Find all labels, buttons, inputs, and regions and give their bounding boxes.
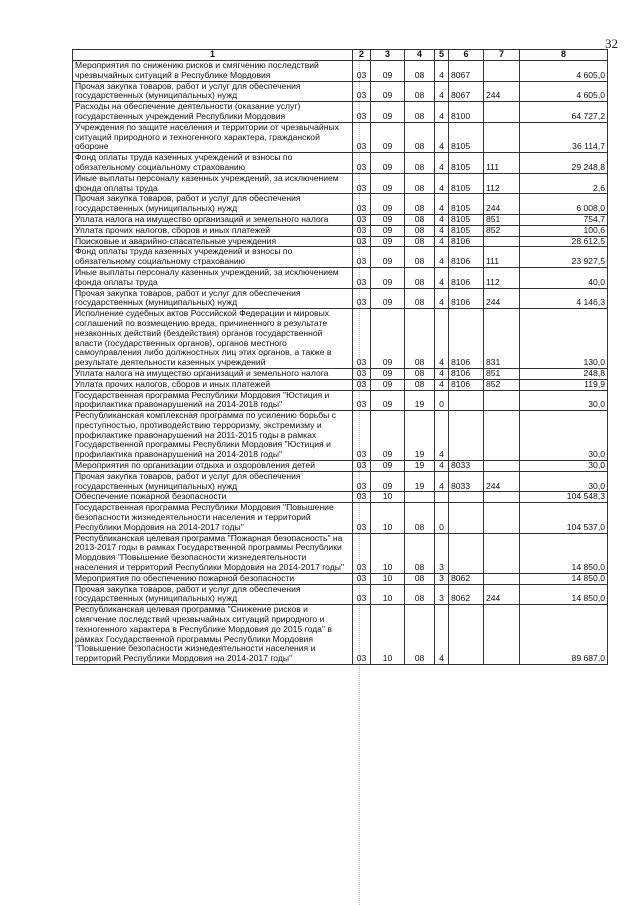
cell-item: 8106 <box>449 267 484 288</box>
row-description: Мероприятия по снижению рисков и смягчению последствий чрезвычайных ситуаций в Республике Мордовия <box>73 61 353 82</box>
row-description: Государственная программа Республики Мордовия "Повышение безопасности жизнедеятельности населения и территорий Республики Мордовия на 2014-2017 годы" <box>73 503 353 533</box>
table-row <box>73 584 608 605</box>
table-row <box>73 390 608 411</box>
table-row <box>73 173 608 194</box>
row-description: Прочая закупка товаров, работ и услуг для обеспечения государственных (муниципальных) нужд <box>73 81 353 102</box>
cell-subsection: 09 <box>371 214 405 225</box>
cell-program: 08 <box>405 194 435 215</box>
table-row <box>73 503 608 533</box>
table-row <box>73 61 608 82</box>
table-row <box>73 225 608 236</box>
cell-subprogram: 4 <box>435 236 449 247</box>
cell-subprogram: 4 <box>435 288 449 309</box>
cell-item: 8105 <box>449 194 484 215</box>
cell-program: 08 <box>405 288 435 309</box>
row-description: Обеспечение пожарной безопасности <box>73 492 353 503</box>
table-row <box>73 471 608 492</box>
cell-item: 8105 <box>449 153 484 174</box>
cell-expense-type <box>484 492 520 503</box>
table-row <box>73 573 608 584</box>
cell-section: 03 <box>353 605 371 665</box>
cell-item: 8067 <box>449 61 484 82</box>
column-header-8: 8 <box>520 50 608 61</box>
cell-expense-type <box>484 236 520 247</box>
cell-item: 8033 <box>449 471 484 492</box>
table-row <box>73 102 608 123</box>
table-row <box>73 214 608 225</box>
cell-program: 08 <box>405 533 435 573</box>
cell-section: 03 <box>353 368 371 379</box>
cell-item: 8105 <box>449 225 484 236</box>
cell-item: 8062 <box>449 584 484 605</box>
cell-item <box>449 492 484 503</box>
cell-program: 08 <box>405 247 435 268</box>
cell-item: 8062 <box>449 573 484 584</box>
cell-item: 8067 <box>449 81 484 102</box>
cell-amount: 89 687,0 <box>520 605 608 665</box>
cell-section: 03 <box>353 247 371 268</box>
cell-subsection: 10 <box>371 533 405 573</box>
cell-subprogram: 3 <box>435 573 449 584</box>
cell-subsection: 09 <box>371 247 405 268</box>
cell-expense-type: 244 <box>484 194 520 215</box>
cell-subsection: 09 <box>371 102 405 123</box>
cell-expense-type <box>484 122 520 152</box>
row-description: Поисковые и аварийно-спасательные учреждения <box>73 236 353 247</box>
cell-subsection: 10 <box>371 605 405 665</box>
cell-subsection: 10 <box>371 492 405 503</box>
cell-section: 03 <box>353 214 371 225</box>
cell-subprogram: 3 <box>435 584 449 605</box>
cell-item <box>449 533 484 573</box>
cell-subsection: 09 <box>371 368 405 379</box>
cell-section: 03 <box>353 573 371 584</box>
cell-program <box>405 492 435 503</box>
cell-subsection: 09 <box>371 390 405 411</box>
cell-subsection: 10 <box>371 503 405 533</box>
table-row <box>73 379 608 390</box>
cell-amount: 23 927,5 <box>520 247 608 268</box>
cell-expense-type: 852 <box>484 225 520 236</box>
cell-item: 8105 <box>449 122 484 152</box>
table-row <box>73 194 608 215</box>
cell-expense-type: 112 <box>484 267 520 288</box>
cell-subsection: 09 <box>371 122 405 152</box>
column-header-6: 6 <box>449 50 484 61</box>
cell-amount: 14 850,0 <box>520 573 608 584</box>
cell-expense-type: 831 <box>484 309 520 369</box>
column-header-3: 3 <box>371 50 405 61</box>
cell-program: 08 <box>405 267 435 288</box>
cell-program: 08 <box>405 122 435 152</box>
cell-subprogram: 4 <box>435 309 449 369</box>
cell-section: 03 <box>353 471 371 492</box>
table-row <box>73 288 608 309</box>
cell-amount: 14 850,0 <box>520 584 608 605</box>
cell-amount: 6 008,0 <box>520 194 608 215</box>
cell-subprogram: 4 <box>435 194 449 215</box>
cell-section: 03 <box>353 379 371 390</box>
cell-section: 03 <box>353 390 371 411</box>
cell-section: 03 <box>353 225 371 236</box>
table-row <box>73 411 608 461</box>
cell-subprogram: 4 <box>435 267 449 288</box>
cell-subprogram: 4 <box>435 368 449 379</box>
cell-expense-type <box>484 503 520 533</box>
cell-subsection: 09 <box>371 288 405 309</box>
page-number: 32 <box>605 36 618 51</box>
cell-program: 19 <box>405 461 435 472</box>
cell-subsection: 09 <box>371 267 405 288</box>
cell-program: 08 <box>405 573 435 584</box>
cell-program: 08 <box>405 379 435 390</box>
cell-program: 19 <box>405 411 435 461</box>
cell-item: 8105 <box>449 214 484 225</box>
cell-subprogram: 4 <box>435 461 449 472</box>
cell-amount: 36 114,7 <box>520 122 608 152</box>
cell-expense-type: 111 <box>484 153 520 174</box>
cell-item <box>449 605 484 665</box>
column-header-2: 2 <box>353 50 371 61</box>
cell-amount: 104 537,0 <box>520 503 608 533</box>
cell-expense-type <box>484 61 520 82</box>
cell-section: 03 <box>353 102 371 123</box>
cell-subprogram: 4 <box>435 214 449 225</box>
cell-expense-type <box>484 605 520 665</box>
cell-amount: 28 612,5 <box>520 236 608 247</box>
cell-subprogram: 0 <box>435 503 449 533</box>
table-row <box>73 247 608 268</box>
cell-item: 8106 <box>449 236 484 247</box>
cell-amount: 2,6 <box>520 173 608 194</box>
cell-section: 03 <box>353 61 371 82</box>
row-description: Государственная программа Республики Мордовия "Юстиция и профилактика правонарушений на 2014-2018 годы" <box>73 390 353 411</box>
cell-amount: 4 605,0 <box>520 61 608 82</box>
cell-expense-type <box>484 461 520 472</box>
cell-subsection: 09 <box>371 81 405 102</box>
cell-item: 8106 <box>449 247 484 268</box>
row-description: Иные выплаты персоналу казенных учреждений, за исключением фонда оплаты труда <box>73 173 353 194</box>
table-row <box>73 605 608 665</box>
cell-section: 03 <box>353 503 371 533</box>
row-description: Учреждения по защите населения и территории от чрезвычайных ситуаций природного и техногенного характера, гражданской обороне <box>73 122 353 152</box>
cell-section: 03 <box>353 288 371 309</box>
cell-section: 03 <box>353 309 371 369</box>
cell-subprogram: 3 <box>435 533 449 573</box>
table-row <box>73 153 608 174</box>
table-body <box>73 61 608 665</box>
cell-item: 8033 <box>449 461 484 472</box>
cell-section: 03 <box>353 533 371 573</box>
table-row <box>73 533 608 573</box>
cell-amount: 100,6 <box>520 225 608 236</box>
cell-expense-type: 244 <box>484 288 520 309</box>
cell-amount: 4 146,3 <box>520 288 608 309</box>
cell-amount: 30,0 <box>520 411 608 461</box>
cell-amount: 754,7 <box>520 214 608 225</box>
cell-item: 8106 <box>449 288 484 309</box>
cell-program: 08 <box>405 236 435 247</box>
row-description: Исполнение судебных актов Российской Федерации и мировых соглашений по возмещению вреда, причиненного в результате незаконных действий (бездействия) органов государственной власти (государственных органов), органов местного самоуправления либо должностных лиц этих органов, а также в результате деятельности казенных учреждений <box>73 309 353 369</box>
cell-program: 08 <box>405 81 435 102</box>
table-row <box>73 267 608 288</box>
cell-section: 03 <box>353 492 371 503</box>
cell-expense-type <box>484 411 520 461</box>
cell-program: 08 <box>405 309 435 369</box>
cell-subsection: 09 <box>371 461 405 472</box>
row-description: Прочая закупка товаров, работ и услуг для обеспечения государственных (муниципальных) нужд <box>73 194 353 215</box>
cell-subsection: 09 <box>371 153 405 174</box>
cell-expense-type <box>484 102 520 123</box>
cell-amount: 30,0 <box>520 471 608 492</box>
column-header-7: 7 <box>484 50 520 61</box>
table-row <box>73 122 608 152</box>
row-description: Мероприятия по организации отдыха и оздоровления детей <box>73 461 353 472</box>
cell-program: 08 <box>405 214 435 225</box>
cell-expense-type: 851 <box>484 214 520 225</box>
row-description: Фонд оплаты труда казенных учреждений и взносы по обязательному социальному страхованию <box>73 247 353 268</box>
cell-amount: 104 548,3 <box>520 492 608 503</box>
cell-program: 08 <box>405 173 435 194</box>
cell-item: 8106 <box>449 368 484 379</box>
cell-subsection: 09 <box>371 225 405 236</box>
cell-item <box>449 503 484 533</box>
row-description: Уплата налога на имущество организаций и земельного налога <box>73 368 353 379</box>
cell-item: 8100 <box>449 102 484 123</box>
cell-subprogram: 4 <box>435 471 449 492</box>
cell-amount: 30,0 <box>520 461 608 472</box>
cell-subprogram: 4 <box>435 153 449 174</box>
cell-subprogram: 4 <box>435 247 449 268</box>
cell-amount: 29 248,8 <box>520 153 608 174</box>
cell-subprogram: 4 <box>435 102 449 123</box>
row-description: Уплата налога на имущество организаций и земельного налога <box>73 214 353 225</box>
cell-program: 08 <box>405 153 435 174</box>
table-row <box>73 461 608 472</box>
cell-subprogram: 4 <box>435 122 449 152</box>
row-description: Расходы на обеспечение деятельности (оказание услуг) государственных учреждений Республики Мордовия <box>73 102 353 123</box>
row-description: Республиканская целевая программа "Пожарная безопасность" на 2013-2017 годы в рамках Государственной программы Республики Мордовия "Повышение безопасности жизнедеятельности населения и территорий Республики Мордовия на 2014-2017 годы" <box>73 533 353 573</box>
cell-subsection: 09 <box>371 61 405 82</box>
cell-item: 8105 <box>449 173 484 194</box>
cell-subprogram: 4 <box>435 81 449 102</box>
table-row <box>73 492 608 503</box>
cell-subsection: 09 <box>371 236 405 247</box>
table-row <box>73 368 608 379</box>
cell-subsection: 09 <box>371 309 405 369</box>
cell-subprogram: 4 <box>435 173 449 194</box>
cell-subsection: 09 <box>371 379 405 390</box>
cell-subprogram <box>435 492 449 503</box>
table-row <box>73 236 608 247</box>
cell-program: 08 <box>405 584 435 605</box>
cell-item <box>449 390 484 411</box>
row-description: Уплата прочих налогов, сборов и иных платежей <box>73 379 353 390</box>
table-row <box>73 309 608 369</box>
cell-amount: 248,8 <box>520 368 608 379</box>
cell-subprogram: 0 <box>435 390 449 411</box>
row-description: Мероприятия по обеспечению пожарной безопасности <box>73 573 353 584</box>
cell-program: 19 <box>405 390 435 411</box>
cell-program: 19 <box>405 471 435 492</box>
cell-amount: 130,0 <box>520 309 608 369</box>
cell-expense-type: 244 <box>484 471 520 492</box>
cell-section: 03 <box>353 267 371 288</box>
cell-section: 03 <box>353 461 371 472</box>
column-header-1: 1 <box>73 50 353 61</box>
row-description: Республиканская комплексная программа по усилению борьбы с преступностью, противодействию терроризму, экстремизму и профилактике правонарушений на 2011-2015 годы в рамках Государственной программы Республики Мордовия "Юстиция и профилактика правонарушений на 2014-2018 годы" <box>73 411 353 461</box>
cell-expense-type <box>484 390 520 411</box>
row-description: Уплата прочих налогов, сборов и иных платежей <box>73 225 353 236</box>
cell-amount: 30,0 <box>520 390 608 411</box>
cell-expense-type: 851 <box>484 368 520 379</box>
cell-program: 08 <box>405 503 435 533</box>
cell-section: 03 <box>353 411 371 461</box>
row-description: Фонд оплаты труда казенных учреждений и взносы по обязательному социальному страхованию <box>73 153 353 174</box>
cell-subprogram: 4 <box>435 605 449 665</box>
cell-expense-type: 244 <box>484 81 520 102</box>
cell-section: 03 <box>353 122 371 152</box>
cell-expense-type: 244 <box>484 584 520 605</box>
cell-subsection: 10 <box>371 573 405 584</box>
cell-subprogram: 4 <box>435 379 449 390</box>
cell-expense-type: 852 <box>484 379 520 390</box>
cell-expense-type: 112 <box>484 173 520 194</box>
cell-subsection: 09 <box>371 411 405 461</box>
row-description: Прочая закупка товаров, работ и услуг для обеспечения государственных (муниципальных) нужд <box>73 584 353 605</box>
cell-program: 08 <box>405 368 435 379</box>
cell-expense-type <box>484 573 520 584</box>
cell-amount: 14 850,0 <box>520 533 608 573</box>
cell-subsection: 09 <box>371 471 405 492</box>
cell-section: 03 <box>353 81 371 102</box>
cell-subsection: 09 <box>371 194 405 215</box>
cell-expense-type <box>484 533 520 573</box>
cell-expense-type: 111 <box>484 247 520 268</box>
cell-item <box>449 411 484 461</box>
row-description: Иные выплаты персоналу казенных учреждений, за исключением фонда оплаты труда <box>73 267 353 288</box>
column-header-4: 4 <box>405 50 435 61</box>
cell-section: 03 <box>353 194 371 215</box>
cell-program: 08 <box>405 225 435 236</box>
cell-amount: 40,0 <box>520 267 608 288</box>
column-header-5: 5 <box>435 50 449 61</box>
cell-program: 08 <box>405 605 435 665</box>
cell-subprogram: 4 <box>435 225 449 236</box>
table-header-row <box>73 50 608 61</box>
cell-subsection: 09 <box>371 173 405 194</box>
cell-section: 03 <box>353 584 371 605</box>
cell-item: 8106 <box>449 309 484 369</box>
cell-subsection: 10 <box>371 584 405 605</box>
cell-section: 03 <box>353 173 371 194</box>
cell-subprogram: 4 <box>435 411 449 461</box>
cell-subprogram: 4 <box>435 61 449 82</box>
cell-amount: 119,9 <box>520 379 608 390</box>
cell-program: 08 <box>405 102 435 123</box>
table-row <box>73 81 608 102</box>
cell-amount: 4 605,0 <box>520 81 608 102</box>
cell-section: 03 <box>353 236 371 247</box>
cell-amount: 64 727,2 <box>520 102 608 123</box>
cell-program: 08 <box>405 61 435 82</box>
cell-item: 8106 <box>449 379 484 390</box>
budget-table <box>72 49 608 665</box>
row-description: Республиканская целевая программа "Снижение рисков и смягчение последствий чрезвычайных ситуаций природного и техногенного характера в Республике Мордовия до 2015 года" в рамках Государственной программы Республики Мордовия "Повышение безопасности жизнедеятельности населения и территорий Республики Мордовия на 2014-2017 годы" <box>73 605 353 665</box>
cell-section: 03 <box>353 153 371 174</box>
row-description: Прочая закупка товаров, работ и услуг для обеспечения государственных (муниципальных) нужд <box>73 288 353 309</box>
row-description: Прочая закупка товаров, работ и услуг для обеспечения государственных (муниципальных) нужд <box>73 471 353 492</box>
